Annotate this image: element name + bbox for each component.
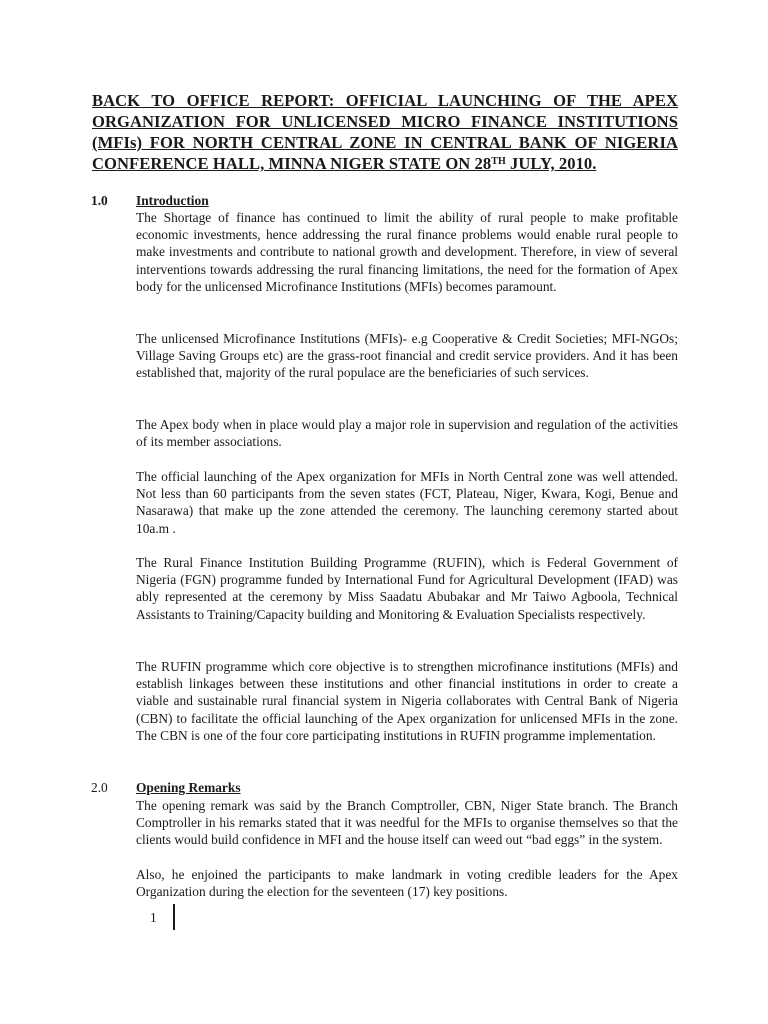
paragraph-intro-1: The Shortage of finance has continued to limit the ability of rural people to make profitable economic investments, hence addressing the rural finance problems would enable rural people to make investments and contribute to national growth and development. Therefore, in view of several interventions towards addressing the rural financing limitations, the need for the formation of Apex body for the unlicensed Microfinance Institutions (MFIs) becomes paramount. — [136, 210, 678, 294]
section-number-introduction: 1.0 — [91, 193, 108, 208]
paragraph-opening-1: The opening remark was said by the Branch Comptroller, CBN, Niger State branch. The Branch Comptroller in his remarks stated that it was needful for the MFIs to organise themselves so that the clients would build confidence in MFI and the house itself can weed out “bad eggs” in the system. — [136, 798, 678, 848]
report-title — [92, 90, 678, 174]
report-title-main: BACK TO OFFICE REPORT: OFFICIAL LAUNCHING OF THE APEX ORGANIZATION FOR UNLICENSED MICRO FINANCE INSTITUTIONS (MFIs) FOR NORTH CENTRAL ZONE IN CENTRAL BANK OF NIGERIA CONFERENCE HALL, MINNA NIGER STATE ON 28 — [92, 91, 678, 173]
page-number: 1 — [150, 910, 157, 925]
section-number-opening-remarks: 2.0 — [91, 780, 108, 795]
paragraph-intro-3: The Apex body when in place would play a major role in supervision and regulation of the activities of its member associations. — [136, 417, 678, 450]
paragraph-intro-2: The unlicensed Microfinance Institutions (MFIs)- e.g Cooperative & Credit Societies; MFI-NGOs; Village Saving Groups etc) are the grass-root financial and credit service providers. And it has been established that, majority of the rural populace are the beneficiaries of such services. — [136, 331, 678, 381]
paragraph-intro-6: The RUFIN programme which core objective is to strengthen microfinance institutions (MFIs) and establish linkages between these institutions and other financial institutions in order to create a viable and sustainable rural financial system in Nigeria collaborates with Central Bank of Nigeria (CBN) to facilitate the official launching of the Apex organization for unlicensed MFIs in the zone. The CBN is one of the four core participating institutions in RUFIN programme implementation. — [136, 659, 678, 743]
section-heading-opening-remarks: Opening Remarks — [136, 780, 241, 795]
paragraph-opening-2: Also, he enjoined the participants to make landmark in voting credible leaders for the Apex Organization during the election for the seventeen (17) key positions. — [136, 867, 678, 900]
report-title-tail: JULY, 2010. — [505, 154, 597, 173]
paragraph-intro-5: The Rural Finance Institution Building Programme (RUFIN), which is Federal Government of Nigeria (FGN) programme funded by International Fund for Agricultural Development (IFAD) was ably represented at the ceremony by Miss Saadatu Abubakar and Mr Taiwo Agboola, Technical Assistants to Training/Capacity building and Monitoring & Evaluation Specialists respectively. — [136, 555, 678, 622]
page-number-divider — [173, 904, 175, 930]
report-title-superscript: TH — [491, 156, 506, 167]
section-heading-introduction: Introduction — [136, 193, 209, 208]
paragraph-intro-4: The official launching of the Apex organization for MFIs in North Central zone was well attended. Not less than 60 participants from the seven states (FCT, Plateau, Niger, Kwara, Kogi, Benue and Nasarawa) that make up the zone attended the ceremony. The launching ceremony started about 10a.m . — [136, 469, 678, 536]
